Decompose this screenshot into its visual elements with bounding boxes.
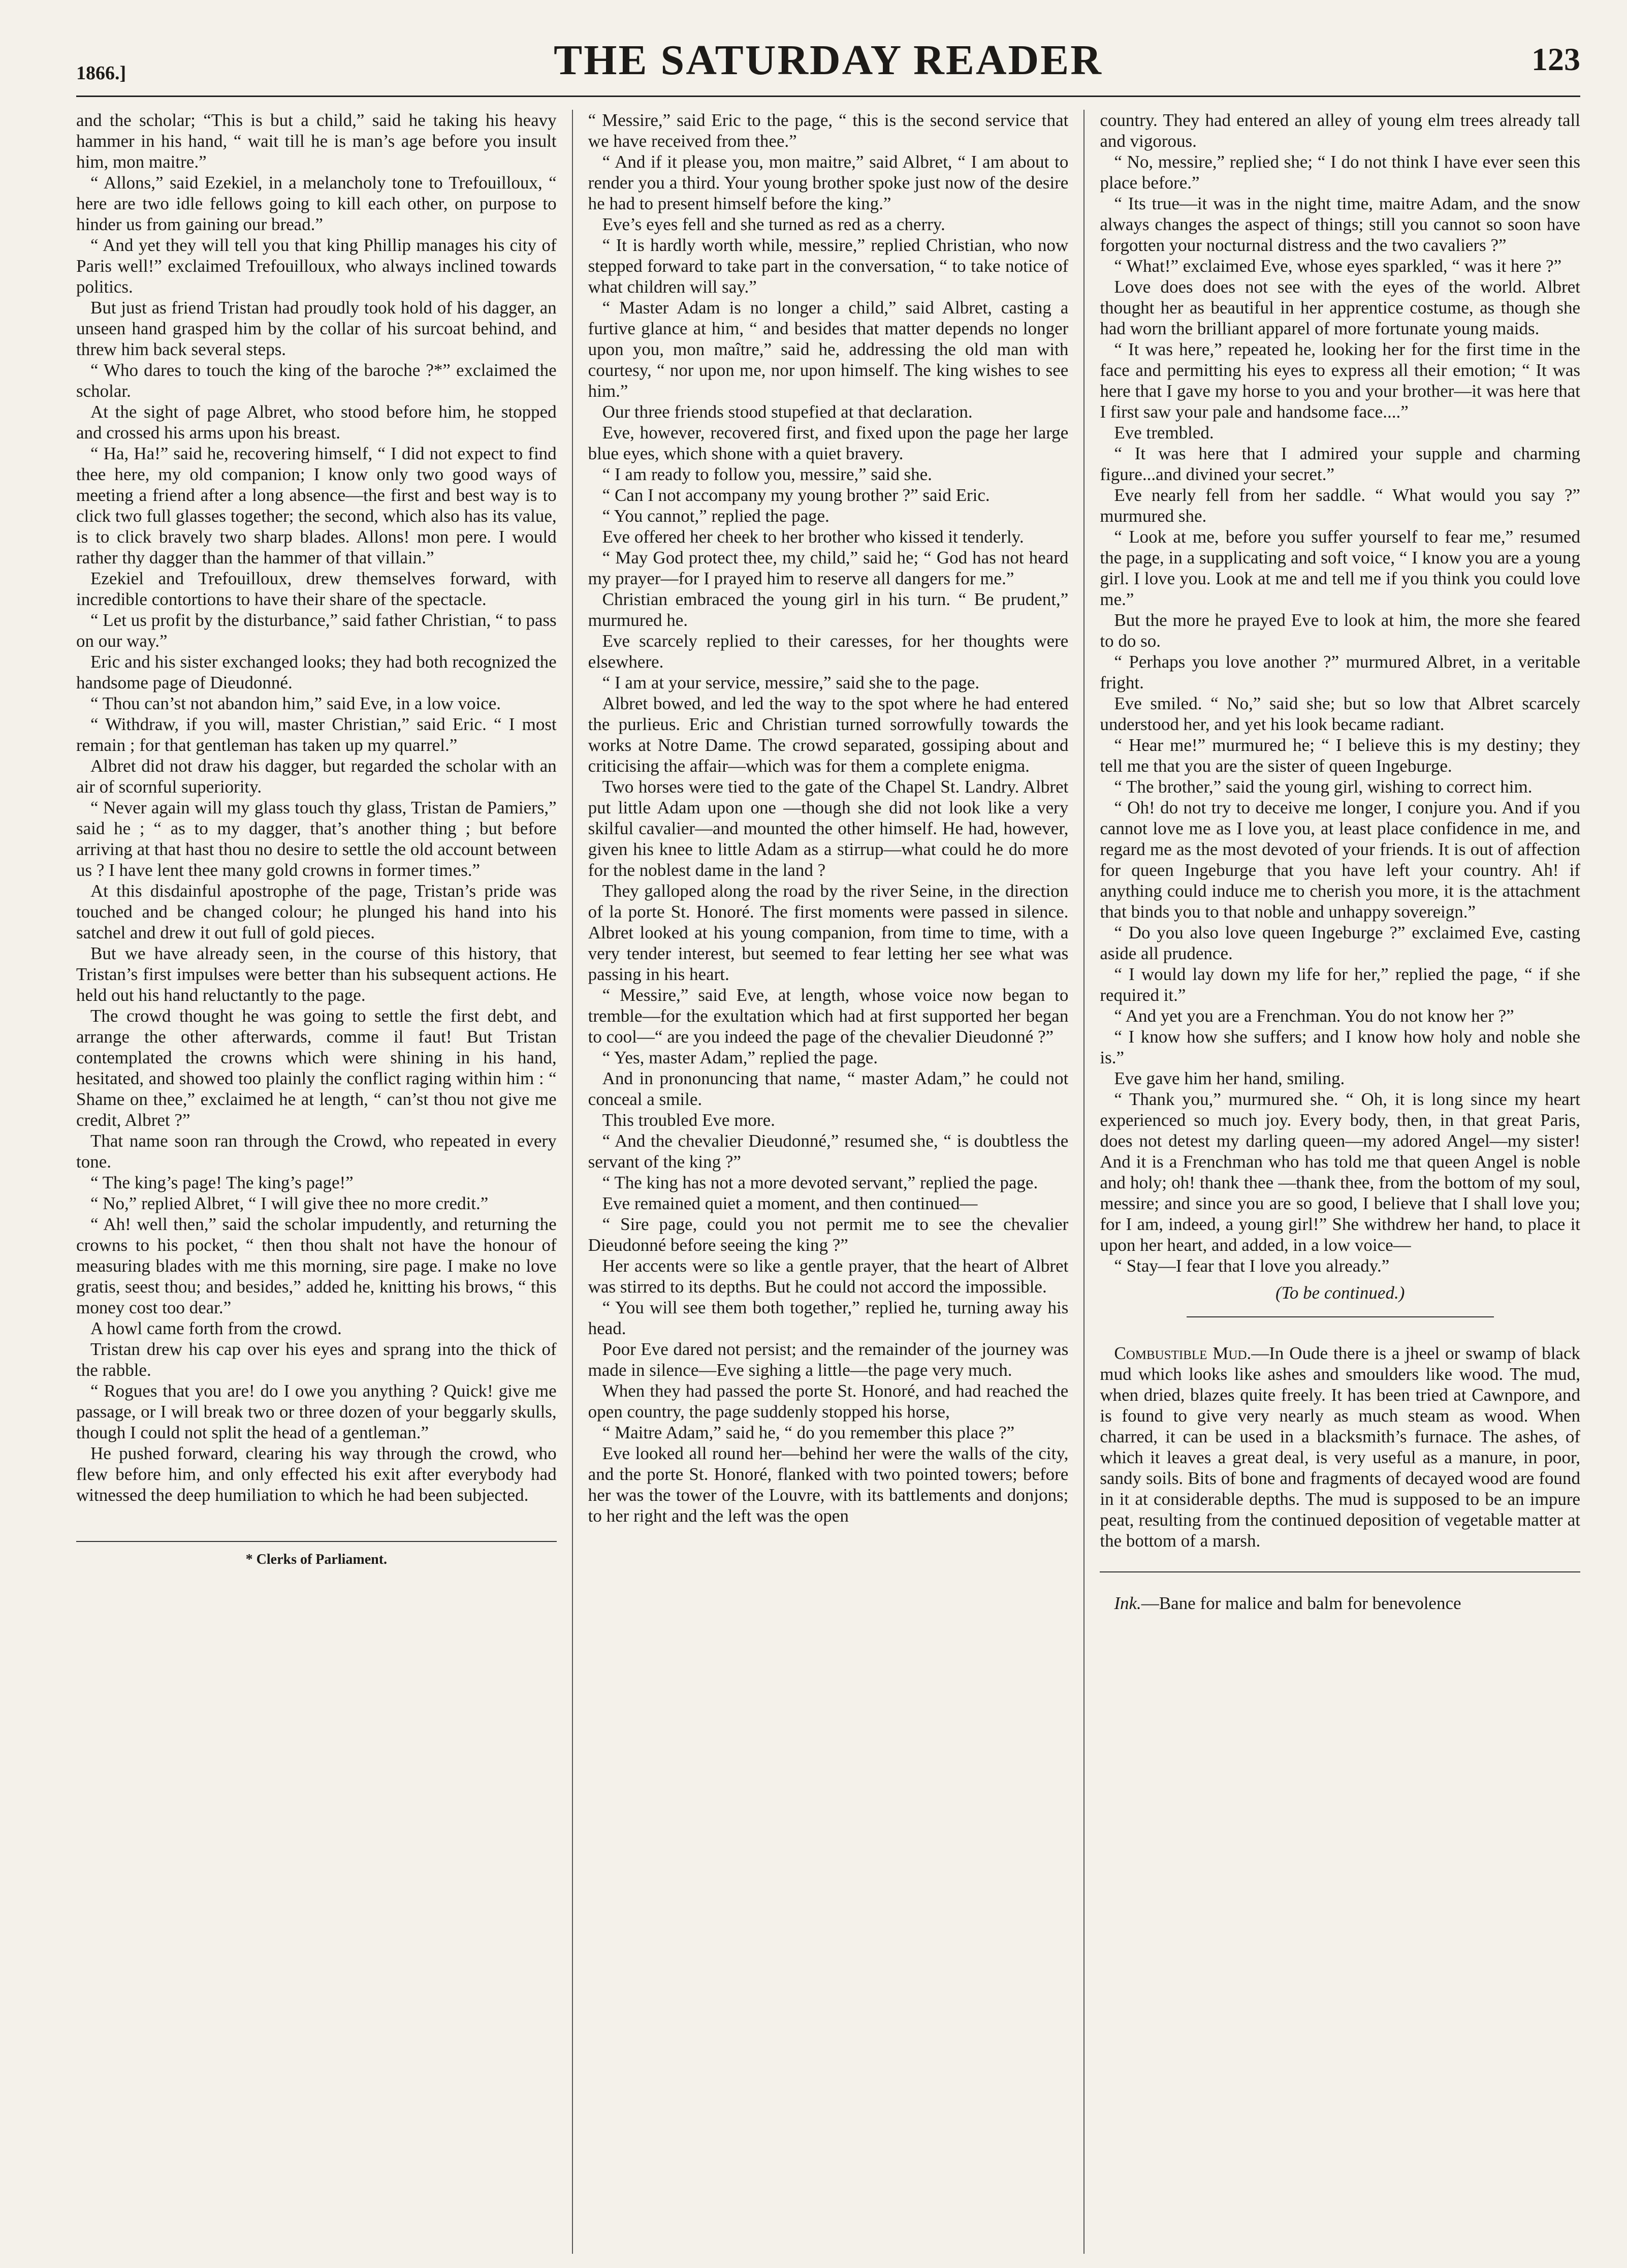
paragraph: Eve, however, recovered first, and fixed upon the page her large blue eyes, which shone with a quiet bravery. (588, 423, 1069, 463)
column-left-text (76, 110, 557, 1505)
paragraph: “ And yet you are a Frenchman. You do not know her ?” (1114, 1006, 1514, 1026)
combustible-mud-item (1100, 1343, 1580, 1551)
paragraph: A howl came forth from the crowd. (90, 1318, 342, 1338)
paragraph: Christian embraced the young girl in his turn. “ Be prudent,” murmured he. (588, 589, 1069, 630)
paragraph: At the sight of page Albret, who stood before him, he stopped and crossed his arms upon his breast. (76, 402, 557, 443)
article-columns (76, 110, 1580, 2254)
paragraph: “ Allons,” said Ezekiel, in a melancholy tone to Trefouilloux, “ here are two idle fellows going to kill each other, on purpose to hinder us from gaining our bread.” (76, 173, 557, 234)
paragraph: When they had passed the porte St. Honoré, and had reached the open country, the page suddenly stopped his horse, (588, 1381, 1069, 1422)
paragraph: “ And yet they will tell you that king Phillip manages his city of Paris well!” exclaimed Trefouilloux, who always inclined towards politics. (76, 235, 557, 297)
column-middle (572, 110, 1084, 2254)
paragraph: Eve offered her cheek to her brother who kissed it tenderly. (602, 527, 1024, 547)
paragraph: Eric and his sister exchanged looks; they had both recognized the handsome page of Dieudonné. (76, 652, 557, 692)
combustible-mud-label: Combustible Mud. (1114, 1343, 1252, 1363)
footnote-rule (76, 1541, 557, 1542)
paragraph: “ And the chevalier Dieudonné,” resumed she, “ is doubtless the servant of the king ?” (588, 1131, 1069, 1172)
paragraph: “ Rogues that you are! do I owe you anything ? Quick! give me passage, or I will break two or three dozen of your beggarly skulls, though I could not split the head of a gentleman.” (76, 1381, 557, 1442)
paragraph: Eve gave him her hand, smiling. (1114, 1068, 1345, 1088)
footnote: * Clerks of Parliament. (245, 1552, 388, 1567)
paragraph: Eve nearly fell from her saddle. “ What would you say ?” murmured she. (1100, 485, 1581, 526)
column-left (76, 110, 572, 2254)
section-rule (1187, 1316, 1494, 1317)
paragraph: This troubled Eve more. (602, 1110, 775, 1130)
paragraph: “ I am at your service, messire,” said she to the page. (602, 673, 980, 692)
paragraph: Eve remained quiet a moment, and then continued— (602, 1193, 978, 1213)
paragraph: “ Stay—I fear that I love you already.” (1114, 1256, 1390, 1276)
ink-label: Ink. (1114, 1593, 1141, 1613)
paragraph: Eve smiled. “ No,” said she; but so low that Albret scarcely understood her, and yet his look became radiant. (1100, 694, 1581, 734)
paragraph: But we have already seen, in the course of this history, that Tristan’s first impulses were better than his subsequent actions. He held out his hand reluctantly to the page. (76, 943, 557, 1005)
paragraph: “ Let us profit by the disturbance,” said father Christian, “ to pass on our way.” (76, 610, 557, 651)
paragraph: “ It was here that I admired your supple and charming figure...and divined your secret.” (1100, 444, 1581, 484)
paragraph: country. They had entered an alley of young elm trees already tall and vigorous. (1100, 110, 1581, 151)
paragraph: “ No, messire,” replied she; “ I do not think I have ever seen this place before.” (1100, 152, 1581, 193)
paragraph: Ezekiel and Trefouilloux, drew themselves forward, with incredible contortions to have their share of the spectacle. (76, 569, 557, 609)
to-be-continued: (To be continued.) (1275, 1283, 1405, 1303)
paragraph: “ The brother,” said the young girl, wishing to correct him. (1114, 777, 1533, 797)
publication-title: THE SATURDAY READER (554, 37, 1103, 84)
paragraph: “ Ah! well then,” said the scholar impudently, and returning the crowns to his pocket, “ then thou shalt not have the honour of measuring blades with me this morning, sire page. I make no love gratis, seest thou; and besides,” added he, knitting his brows, “ this money cost too dear.” (76, 1214, 557, 1317)
paragraph: Her accents were so like a gentle prayer, that the heart of Albret was stirred to its depths. But he could not accord the impossible. (588, 1256, 1069, 1297)
paragraph: Albret bowed, and led the way to the spot where he had entered the purlieus. Eric and Christian turned sorrowfully towards the works at Notre Dame. The crowd separated, gossiping about and criticising the affair—which was for them a complete enigma. (588, 694, 1069, 776)
paragraph: “ Yes, master Adam,” replied the page. (602, 1048, 878, 1067)
page-header (76, 36, 1580, 103)
paragraph: “ What!” exclaimed Eve, whose eyes sparkled, “ was it here ?” (1114, 256, 1562, 276)
page-number: 123 (1532, 41, 1580, 77)
paragraph: “ Hear me!” murmured he; “ I believe this is my destiny; they tell me that you are the sister of queen Ingeburge. (1100, 735, 1581, 776)
paragraph: Love does does not see with the eyes of the world. Albret thought her as beautiful in her apprentice costume, as though she had worn the brilliant apparel of more fortunate young maids. (1100, 277, 1581, 338)
paragraph: Eve looked all round her—behind her were the walls of the city, and the porte St. Honoré, flanked with two pointed towers; before her was the tower of the Louvre, with its battlements and donjons; to her right and the left was the open (588, 1443, 1069, 1526)
paragraph: “ The king has not a more devoted servant,” replied the page. (602, 1173, 1038, 1192)
paragraph: “ Sire page, could you not permit me to see the chevalier Dieudonné before seeing the king ?” (588, 1214, 1069, 1255)
paragraph: The crowd thought he was going to settle the first debt, and arrange the other afterwards, comme il faut! But Tristan contemplated the crowns which were shining in his hand, hesitated, and showed too plainly the conflict raging within him : “ Shame on thee,” exclaimed he at length, “ can’st thou not give me credit, Albret ?” (76, 1006, 557, 1130)
paragraph: “ Withdraw, if you will, master Christian,” said Eric. “ I most remain ; for that gentleman has taken up my quarrel.” (76, 714, 557, 755)
paragraph: “ Maitre Adam,” said he, “ do you remember this place ?” (602, 1423, 1015, 1442)
paragraph: “ Oh! do not try to deceive me longer, I conjure you. And if you cannot love me as I love you, at least place confidence in me, and regard me as the most devoted of your friends. It is out of affection for queen Ingeburge that you have left your country. Ah! if anything could induce me to cherish you more, it is the attachment that binds you to that noble and unhappy sovereign.” (1100, 798, 1581, 922)
paragraph: Eve scarcely replied to their caresses, for her thoughts were elsewhere. (588, 631, 1069, 672)
paragraph: “ It was here,” repeated he, looking her for the first time in the face and permitting his eyes to express all their emotion; “ It was here that I gave my horse to you and your brother—it was here that I first saw your pale and handsome face....” (1100, 339, 1581, 422)
paragraph: “ Never again will my glass touch thy glass, Tristan de Pamiers,” said he ; “ as to my dagger, that’s another thing ; but before arriving at that hast thou no desire to settle the old account between us ? I have lent thee many gold crowns in former times.” (76, 798, 557, 880)
paragraph: “ Who dares to touch the king of the baroche ?*” exclaimed the scholar. (76, 360, 557, 401)
paragraph: “ Look at me, before you suffer yourself to fear me,” resumed the page, in a supplicating and soft voice, “ I know you are a young girl. I love you. Look at me and tell me if you think you could love me.” (1100, 527, 1581, 609)
column-middle-text (588, 110, 1069, 1526)
paragraph: But the more he prayed Eve to look at him, the more she feared to do so. (1100, 610, 1581, 651)
paragraph: “ Perhaps you love another ?” murmured Albret, in a veritable fright. (1100, 652, 1581, 692)
paragraph: “ And if it please you, mon maitre,” said Albret, “ I am about to render you a third. Your young brother spoke just now of the desire he had to present himself before the king.” (588, 152, 1069, 213)
paragraph: Our three friends stood stupefied at that declaration. (602, 402, 973, 422)
issue-date: 1866.] (76, 62, 126, 84)
paragraph: “ Can I not accompany my young brother ?” said Eric. (602, 485, 990, 505)
paragraph: At this disdainful apostrophe of the page, Tristan’s pride was touched and be changed colour; he plunged his hand into his satchel and drew it out full of gold pieces. (76, 881, 557, 942)
paragraph: “ The king’s page! The king’s page!” (90, 1173, 354, 1192)
paragraph: “ Do you also love queen Ingeburge ?” exclaimed Eve, casting aside all prudence. (1100, 923, 1581, 963)
paragraph: Eve’s eyes fell and she turned as red as a cherry. (602, 214, 945, 234)
paragraph: “ I know how she suffers; and I know how holy and noble she is.” (1100, 1027, 1581, 1067)
paragraph: “ Messire,” said Eve, at length, whose voice now began to tremble—for the exultation which had at first supported her began to cool—“ are you indeed the page of the chevalier Dieudonné ?” (588, 985, 1069, 1047)
ink-item (1100, 1593, 1580, 1614)
paragraph: Two horses were tied to the gate of the Chapel St. Landry. Albret put little Adam upon one —though she did not look like a very skilful cavalier—and mounted the other himself. He had, however, given his knee to little Adam as a stirrup—what could he do more for the noblest dame in the land ? (588, 777, 1069, 880)
header-rule (76, 96, 1580, 97)
column-right (1083, 110, 1580, 2254)
paragraph: “ I am ready to follow you, messire,” said she. (602, 464, 932, 484)
paragraph: “ Its true—it was in the night time, maitre Adam, and the snow always changes the aspect of things; still you cannot so soon have forgotten your nocturnal distress and the two cavaliers ?” (1100, 194, 1581, 255)
paragraph: “ Master Adam is no longer a child,” said Albret, casting a furtive glance at him, “ and besides that matter depends no longer upon you, mon maître,” said he, addressing the old man with courtesy, “ nor upon me, nor upon himself. The king wishes to see him.” (588, 298, 1069, 401)
paragraph: “ It is hardly worth while, messire,” replied Christian, who now stepped forward to take part in the conversation, “ to take notice of what children will say.” (588, 235, 1069, 297)
paragraph: “ May God protect thee, my child,” said he; “ God has not heard my prayer—for I prayed him to reserve all dangers for me.” (588, 548, 1069, 588)
paragraph: “ Messire,” said Eric to the page, “ this is the second service that we have received from thee.” (588, 110, 1069, 151)
paragraph: “ You will see them both together,” replied he, turning away his head. (588, 1298, 1069, 1338)
section-rule-2 (1100, 1571, 1580, 1572)
paragraph: They galloped along the road by the river Seine, in the direction of la porte St. Honoré. The first moments were passed in silence. Albret looked at his young companion, from time to time, with a very tender interest, but seemed to fear letting her see what was passing in his heart. (588, 881, 1069, 984)
paragraph: That name soon ran through the Crowd, who repeated in every tone. (76, 1131, 557, 1172)
paragraph: “ You cannot,” replied the page. (602, 506, 830, 526)
ink-text: —Bane for malice and balm for benevolence (1141, 1593, 1461, 1613)
paragraph: Eve trembled. (1114, 423, 1214, 443)
paragraph: and the scholar; “This is but a child,” said he taking his heavy hammer in his hand, “ wait till he is man’s age before you insult him, mon maitre.” (76, 110, 557, 172)
paragraph: “ No,” replied Albret, “ I will give thee no more credit.” (90, 1193, 489, 1213)
paragraph: He pushed forward, clearing his way through the crowd, who flew before him, and only effected his exit after everybody had witnessed the deep humiliation to which he had been subjected. (76, 1443, 557, 1505)
paragraph: Poor Eve dared not persist; and the remainder of the journey was made in silence—Eve sighing a little—the page very much. (588, 1339, 1069, 1380)
paragraph: And in prononuncing that name, “ master Adam,” he could not conceal a smile. (588, 1068, 1069, 1109)
paragraph: “ Thou can’st not abandon him,” said Eve, in a low voice. (90, 694, 501, 713)
column-right-text (1100, 110, 1580, 1276)
paragraph: “ Thank you,” murmured she. “ Oh, it is long since my heart experienced so much joy. Every body, then, in that great Paris, does not detest my darling queen—my adored Angel—my sister! And it is a Frenchman who has told me that queen Angel is noble and holy; oh! thank thee —thank thee, from the bottom of my soul, messire; and since you are so good, I believe that I shall love you; for I am, indeed, a young girl!” She withdrew her hand, to place it upon her heart, and added, in a low voice— (1100, 1089, 1581, 1255)
combustible-mud-text: —In Oude there is a jheel or swamp of black mud which looks like ashes and smoulders like wood. The mud, when dried, blazes quite freely. It has been tried at Cawnpore, and is found to give very nearly as much steam as wood. When charred, it can be used in a blacksmith’s furnace. The ashes, of which it leaves a great deal, is very useful as a manure, in poor, sandy soils. Bits of bone and fragments of decayed wood are found in it at considerable depths. The mud is supposed to be an impure peat, resulting from the continued deposition of vegetable matter at the bottom of a marsh. (1100, 1343, 1581, 1551)
paragraph: Albret did not draw his dagger, but regarded the scholar with an air of scornful superiority. (76, 756, 557, 797)
paragraph: “ I would lay down my life for her,” replied the page, “ if she required it.” (1100, 964, 1581, 1005)
paragraph: “ Ha, Ha!” said he, recovering himself, “ I did not expect to find thee here, my old companion; I know only two good ways of meeting a friend after a long absence—the first and best way is to click two full glasses together; the second, which also has its value, is to click bravely two sharp blades. Allons! mon pere. I would rather thy dagger than the hammer of that villain.” (76, 444, 557, 568)
paragraph: But just as friend Tristan had proudly took hold of his dagger, an unseen hand grasped him by the collar of his surcoat behind, and threw him back several steps. (76, 298, 557, 359)
paragraph: Tristan drew his cap over his eyes and sprang into the thick of the rabble. (76, 1339, 557, 1380)
